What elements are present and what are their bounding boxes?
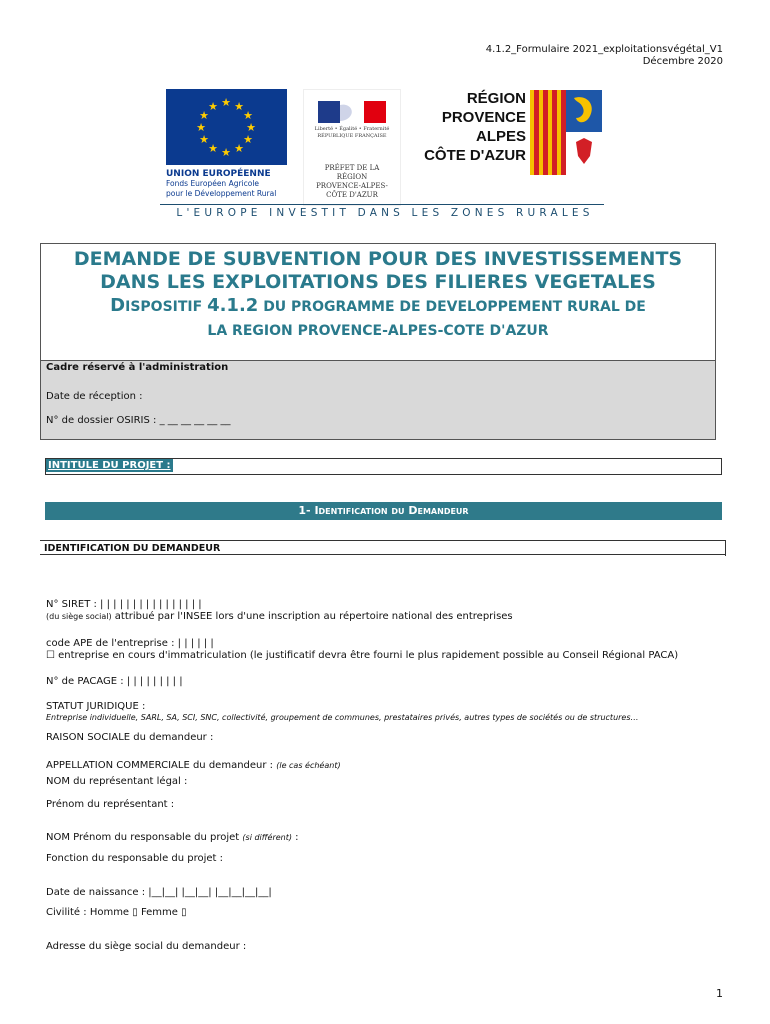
svg-text:★: ★ <box>208 142 218 155</box>
title-line-3: DISPOSITIF 4.1.2 DU PROGRAMME DE DEVELOPPEMENT RURAL DE <box>110 295 646 316</box>
svg-text:★: ★ <box>243 109 253 122</box>
page-number: 1 <box>716 987 723 1000</box>
title-line-2: DANS LES EXPLOITATIONS DES FILIERES VEGETALES <box>100 271 656 293</box>
eu-flag <box>166 89 287 165</box>
svg-text:★: ★ <box>199 109 209 122</box>
svg-text:★: ★ <box>234 100 244 113</box>
civilite-field[interactable]: Civilité : Homme ▯ Femme ▯ <box>46 907 187 918</box>
project-title-label: INTITULE DU PROJET : <box>48 460 171 471</box>
eu-title: UNION EUROPÉENNE <box>166 169 271 179</box>
prefecture-logo <box>303 89 401 206</box>
marianne-flag-icon <box>318 101 386 123</box>
ape-field[interactable]: code APE de l'entreprise : | | | | | | <box>46 638 214 649</box>
svg-text:★: ★ <box>234 142 244 155</box>
admin-reserved-box <box>40 360 716 440</box>
document-reference <box>486 44 723 68</box>
osiris-dossier-label: N° de dossier OSIRIS : _ __ __ __ __ __ <box>46 415 231 426</box>
prefet-text: PRÉFET DE LA RÉGION PROVENCE-ALPES- CÔTE D'AZUR <box>316 164 388 199</box>
eu-stars-icon <box>166 89 287 165</box>
project-title-field[interactable] <box>45 458 722 475</box>
title-line-1: DEMANDE DE SUBVENTION POUR DES INVESTISSEMENTS <box>73 248 683 270</box>
svg-text:★: ★ <box>208 100 218 113</box>
tagline: L'EUROPE INVESTIT DANS LES ZONES RURALES <box>176 207 594 219</box>
adresse-siege-field[interactable]: Adresse du siège social du demandeur : <box>46 941 247 952</box>
svg-text:★: ★ <box>243 133 253 146</box>
date-line: Décembre 2020 <box>642 56 723 67</box>
reception-date-label: Date de réception : <box>46 391 143 402</box>
identification-subheader: IDENTIFICATION DU DEMANDEUR <box>40 540 726 555</box>
statut-juridique-note: Entreprise individuelle, SARL, SA, SCI, SNC, collectivité, groupement de communes, prestataires privés, autres types de sociétés ou de structures… <box>46 713 639 722</box>
appellation-field[interactable]: APPELLATION COMMERCIALE du demandeur : (le cas échéant) <box>46 760 341 771</box>
eu-subtitle-1: Fonds Européen Agricole <box>166 179 260 188</box>
svg-text:★: ★ <box>221 146 231 159</box>
admin-heading: Cadre réservé à l'administration <box>46 362 229 373</box>
prenom-representant-field[interactable]: Prénom du représentant : <box>46 799 175 810</box>
svg-text:★: ★ <box>246 121 256 134</box>
region-coat-of-arms-icon <box>530 90 602 175</box>
nom-representant-field[interactable]: NOM du représentant légal : <box>46 776 188 787</box>
siret-field[interactable]: N° SIRET : | | | | | | | | | | | | | | | | <box>46 599 202 610</box>
eu-subtitle-2: pour le Développement Rural <box>166 189 277 198</box>
pacage-field[interactable]: N° de PACAGE : | | | | | | | | | <box>46 676 183 687</box>
immatriculation-checkbox[interactable]: ☐ entreprise en cours d'immatriculation (le justificatif devra être fourni le plus rapidement possible au Conseil Régional PACA) <box>46 650 679 661</box>
svg-text:★: ★ <box>221 96 231 109</box>
region-name: RÉGION PROVENCE ALPES CÔTE D'AZUR <box>424 90 526 164</box>
svg-text:★: ★ <box>199 133 209 146</box>
eu-logo <box>166 89 287 204</box>
svg-text:★: ★ <box>196 121 206 134</box>
responsable-projet-field[interactable]: NOM Prénom du responsable du projet (si différent) : <box>46 832 299 843</box>
statut-juridique-label: STATUT JURIDIQUE : <box>46 701 146 712</box>
fonction-responsable-field[interactable]: Fonction du responsable du projet : <box>46 853 224 864</box>
document-title-box <box>40 243 716 361</box>
title-line-4: LA REGION PROVENCE-ALPES-COTE D'AZUR <box>207 323 549 339</box>
date-naissance-field[interactable]: Date de naissance : |__|__| |__|__| |__|__|__|__| <box>46 887 272 898</box>
tagline-rule <box>160 204 604 205</box>
section-1-header: 1- Identification du Demandeur <box>45 502 722 520</box>
rf-motto: Liberté • Égalité • Fraternité RÉPUBLIQUE FRANÇAISE <box>314 126 390 139</box>
siret-note: (du siège social) attribué par l'INSEE lors d'une inscription au répertoire national des entreprises <box>46 611 513 622</box>
raison-sociale-field[interactable]: RAISON SOCIALE du demandeur : <box>46 732 214 743</box>
reference-line: 4.1.2_Formulaire 2021_exploitationsvégétal_V1 <box>485 44 723 55</box>
